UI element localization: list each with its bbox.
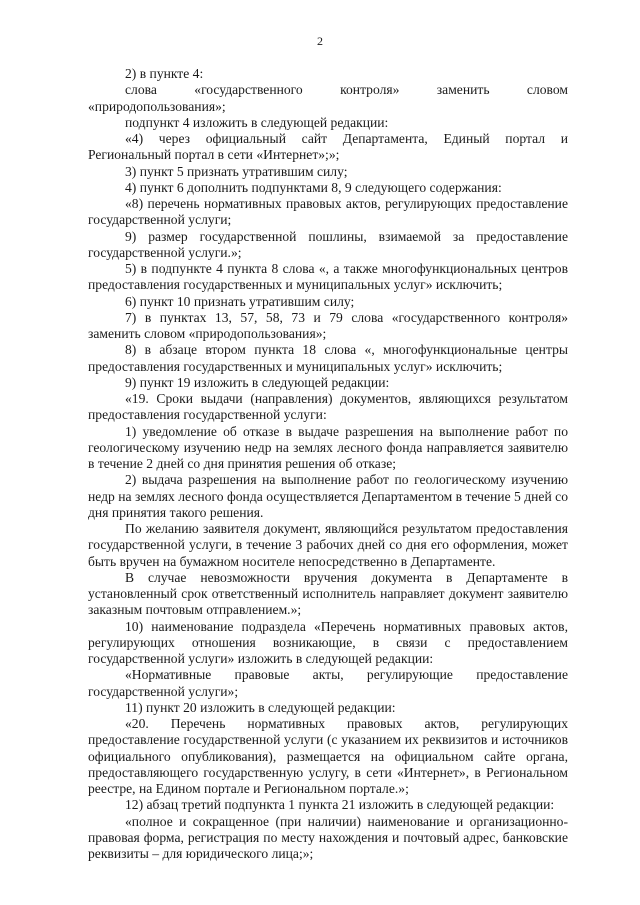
paragraph: слова «государственного контроля» заменить словом «природопользования»; [88, 82, 568, 114]
paragraph: 9) размер государственной пошлины, взимаемой за предоставление государственной услуги.»; [88, 228, 568, 260]
paragraph: По желанию заявителя документ, являющийся результатом предоставления государственной услуги, в течение 3 рабочих дней со дня его оформления, может быть вручен на бумажном носителе непосредственно в Департаменте. [88, 521, 568, 569]
paragraph: 8) в абзаце втором пункта 18 слова «, многофункциональные центры предоставления государственных и муниципальных услуг» исключить; [88, 342, 568, 374]
paragraph: «Нормативные правовые акты, регулирующие предоставление государственной услуги»; [88, 667, 568, 699]
paragraph: «8) перечень нормативных правовых актов, регулирующих предоставление государственной услуги; [88, 196, 568, 228]
paragraph: 11) пункт 20 изложить в следующей редакции: [125, 699, 396, 715]
paragraph: 12) абзац третий подпункта 1 пункта 21 изложить в следующей редакции: [125, 797, 555, 813]
paragraph: 6) пункт 10 признать утратившим силу; [125, 293, 355, 309]
paragraph: «20. Перечень нормативных правовых актов, регулирующих предоставление государственной услуги (с указанием их реквизитов и источников официального опубликования), размещается на официальном сайте органа, предоставляющего государственную услугу, в сети «Интернет», в Региональном реестре, на Едином портале и Региональном портале.»; [88, 716, 568, 796]
paragraph: «4) через официальный сайт Департамента, Единый портал и Региональный портал в сети «Интернет»;»; [88, 131, 568, 163]
paragraph: 2) выдача разрешения на выполнение работ по геологическому изучению недр на землях лесного фонда осуществляется Департаментом в течение 5 дней со дня принятия такого решения. [88, 472, 568, 520]
paragraph: 9) пункт 19 изложить в следующей редакции: [125, 374, 390, 390]
paragraph: В случае невозможности вручения документа в Департаменте в установленный срок ответственный исполнитель направляет документ заявителю заказным почтовым отправлением.»; [88, 569, 568, 618]
paragraph: 2) в пункте 4: [125, 66, 204, 81]
paragraph: 7) в пунктах 13, 57, 58, 73 и 79 слова «государственного контроля» заменить словом «природопользования»; [88, 309, 568, 341]
paragraph: «19. Сроки выдачи (направления) документов, являющихся результатом предоставления государственной услуги: [88, 391, 568, 423]
paragraph: 5) в подпункте 4 пункта 8 слова «, а также многофункциональных центров предоставления государственных и муниципальных услуг» исключить; [88, 261, 568, 293]
paragraph: 10) наименование подраздела «Перечень нормативных правовых актов, регулирующих отношения возникающие, в связи с предоставлением государственной услуги» изложить в следующей редакции: [88, 618, 568, 666]
document-body [88, 66, 568, 862]
paragraph: «полное и сокращенное (при наличии) наименование и организационно-правовая форма, регистрация по месту нахождения и почтовый адрес, банковские реквизиты – для юридического лица;»; [88, 813, 568, 861]
paragraph: 3) пункт 5 признать утратившим силу; [125, 163, 348, 179]
paragraph: 4) пункт 6 дополнить подпунктами 8, 9 следующего содержания: [125, 179, 502, 195]
paragraph: подпункт 4 изложить в следующей редакции: [125, 114, 389, 130]
paragraph: 1) уведомление об отказе в выдаче разрешения на выполнение работ по геологическому изучению недр на землях лесного фонда направляется заявителю в течение 2 дней со дня принятия решения об отказе; [88, 423, 568, 471]
page-number: 2 [317, 34, 323, 48]
